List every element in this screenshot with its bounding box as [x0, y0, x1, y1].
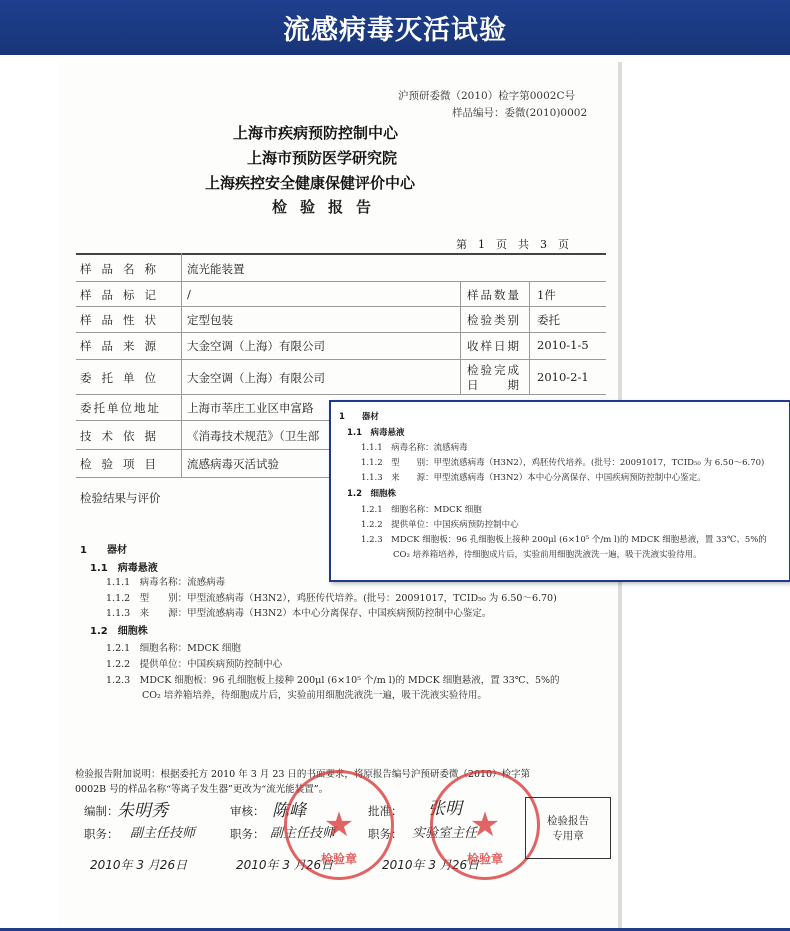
body-line: 1.1.1 病毒名称：流感病毒: [106, 577, 226, 588]
inset-section-heading: 1.2 细胞株: [347, 489, 397, 499]
editor-title-label: 职务：: [84, 827, 119, 841]
date-3: 2010年 3 月26日: [382, 858, 480, 872]
row-label: 检验项目: [80, 457, 166, 471]
body-line: 1.1.3 来 源：甲型流感病毒（H3N2）本中心分离保存、中国疾病预防控制中心鉴定。: [106, 608, 492, 619]
inset-line: CO₂ 培养箱培养，待细胞成片后，实验前用细胞洗液洗一遍，吸干洗液实验待用。: [393, 550, 702, 560]
org-line-3: 上海疾控安全健康保健评价中心: [205, 174, 416, 192]
column-divider: [529, 281, 530, 394]
report-seal-box: [525, 797, 611, 859]
row-right-label: 样品数量: [467, 288, 521, 302]
row-value: 大金空调（上海）有限公司: [187, 339, 325, 353]
row-divider: [76, 359, 606, 360]
date-2: 2010年 3 月26日: [236, 858, 334, 872]
row-right-value: 委托: [537, 313, 560, 327]
editor-label: 编制：: [84, 804, 119, 818]
date-1: 2010年 3 月26日: [90, 858, 188, 872]
row-label: 样品性状: [80, 313, 166, 327]
row-label: 委托单位: [80, 371, 166, 385]
row-value: 上海市莘庄工业区申富路: [187, 401, 314, 415]
inspection-stamp-1: [284, 770, 394, 880]
row-right-label: 日 期: [467, 378, 521, 392]
column-divider: [181, 253, 182, 477]
row-label: 样品来源: [80, 339, 166, 353]
approver-title: 实验室主任: [412, 826, 478, 841]
row-divider: [76, 281, 606, 282]
inset-line: 1.1.1 病毒名称：流感病毒: [361, 443, 468, 453]
column-divider: [460, 281, 461, 394]
row-value: 定型包装: [187, 313, 233, 327]
seal-box-line-2: 专用章: [552, 830, 584, 842]
seal-box-line-1: 检验报告: [547, 815, 589, 827]
zoom-inset-panel: [329, 400, 790, 582]
document-id: 沪预研委微（2010）检字第0002C号: [398, 90, 575, 102]
body-line: 1.2.1 细胞名称：MDCK 细胞: [106, 643, 241, 654]
row-value: 流感病毒灭活试验: [187, 457, 279, 471]
reviewer-title: 副主任技师: [270, 826, 336, 841]
body-line: 1.2.3 MDCK 细胞板：96 孔细胞板上接种 200μl (6×10⁵ 个/m l)的 MDCK 细胞悬液，置 33℃、5%的: [106, 675, 560, 686]
section-heading: 1 器材: [80, 545, 127, 556]
banner-title: 流感病毒灭活试验: [283, 15, 507, 46]
row-right-value: 2010-1-5: [537, 338, 589, 352]
approver-label: 批准：: [368, 804, 403, 818]
page-info: 第 1 页 共 3 页: [456, 238, 569, 251]
row-right-label: 收样日期: [467, 339, 521, 353]
row-right-value: 2010-2-1: [537, 370, 589, 384]
body-line: 1.2.2 提供单位：中国疾病预防控制中心: [106, 659, 283, 670]
star-icon: ★: [323, 805, 355, 845]
row-value: 《消毒技术规范》（卫生部: [187, 429, 320, 443]
org-line-2: 上海市预防医学研究院: [247, 149, 398, 167]
reviewer-label: 审核：: [230, 804, 265, 818]
title-banner: [0, 0, 790, 55]
table-top-line: [76, 253, 606, 255]
reviewer-title-label: 职务：: [230, 827, 265, 841]
body-line: CO₂ 培养箱培养，待细胞成片后，实验前用细胞洗液洗一遍，吸干洗液实验待用。: [142, 690, 487, 701]
body-line: 1.1.2 型 别：甲型流感病毒（H3N2），鸡胚传代培养。(批号：20091017，TCID₅₀ 为 6.50～6.70): [106, 593, 557, 604]
row-label: 样品名称: [80, 262, 166, 276]
row-label: 样品标记: [80, 288, 166, 302]
approver-title-label: 职务：: [368, 827, 403, 841]
stamp-text: 检验章: [320, 852, 357, 866]
editor-title: 副主任技师: [130, 826, 196, 841]
row-value: 大金空调（上海）有限公司: [187, 371, 325, 385]
inset-line: 1.2.3 MDCK 细胞板：96 孔细胞板上接种 200μl (6×10⁵ 个/m l)的 MDCK 细胞悬液，置 33℃、5%的: [361, 535, 767, 545]
row-divider: [76, 306, 606, 307]
note-line: 检验报告附加说明：根据委托方 2010 年 3 月 23 日的书面要求，将原报告编号沪预研委微（2010）检字第: [75, 769, 531, 780]
reviewer-signature: 陈峰: [272, 801, 306, 821]
row-right-label: 检验完成: [467, 363, 521, 377]
inset-section-heading: 1 器材: [339, 412, 379, 422]
row-label: 技术依据: [80, 429, 166, 443]
row-divider: [76, 394, 606, 395]
org-line-1: 上海市疾病预防控制中心: [233, 124, 399, 142]
inset-line: 1.2.1 细胞名称：MDCK 细胞: [361, 505, 482, 515]
section-heading: 1.2 细胞株: [90, 626, 148, 637]
report-title: 检验报告: [272, 198, 385, 216]
row-right-value: 1件: [537, 288, 556, 302]
inset-line: 1.1.3 来 源：甲型流感病毒（H3N2）本中心分离保存、中国疾病预防控制中心鉴定。: [361, 473, 706, 483]
stamp-text: 检验章: [466, 852, 503, 866]
section-heading: 1.1 病毒悬液: [90, 563, 158, 574]
row-value: 流光能装置: [187, 262, 245, 276]
note-line: 0002B 号的样品名称“等离子发生器”更改为“流光能装置”。: [75, 784, 329, 795]
results-label: 检验结果与评价: [80, 491, 161, 505]
star-icon: ★: [469, 805, 501, 845]
sample-number: 样品编号：委微(2010)0002: [452, 107, 588, 119]
row-value: /: [187, 287, 191, 301]
row-divider: [76, 332, 606, 333]
inset-line: 1.1.2 型 别：甲型流感病毒（H3N2），鸡胚传代培养。(批号：20091017，TCID₅₀ 为 6.50～6.70): [361, 458, 765, 468]
row-label: 委托单位地址: [80, 401, 161, 415]
editor-signature: 朱明秀: [117, 801, 168, 821]
inset-section-heading: 1.1 病毒悬液: [347, 428, 405, 438]
inset-line: 1.2.2 提供单位：中国疾病预防控制中心: [361, 520, 519, 530]
approver-signature: 张明: [428, 799, 462, 819]
row-right-label: 检验类别: [467, 313, 521, 327]
inspection-stamp-2: [430, 770, 540, 880]
